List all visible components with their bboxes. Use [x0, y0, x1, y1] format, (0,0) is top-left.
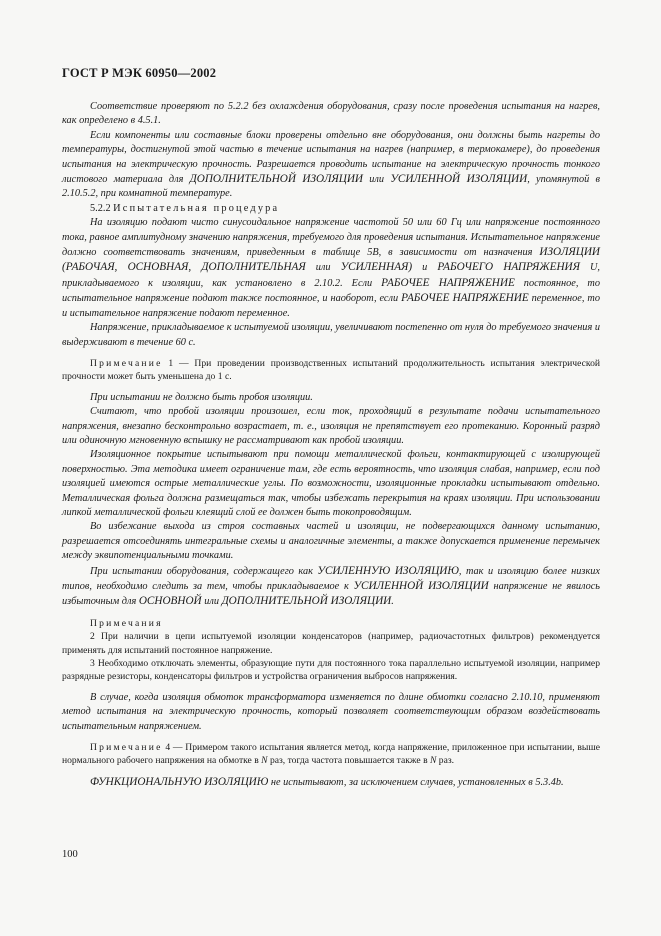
paragraph-compliance: Соответствие проверяют по 5.2.2 без охлаждения оборудования, сразу после проведения испытания на нагрев, как определено в 4.5.1. — [62, 101, 600, 127]
notes-heading: Примечания — [90, 617, 163, 629]
paragraph-metal-foil: Изоляционное покрытие испытывают при помощи металлической фольги, контактирующей с изолирующей поверхностью. Эта методика имеет ограничение там, где есть вероятность, что изоляция слабая, например, если под изоляцией имеются острые металлические углы. По возможности, изоляционные прокладки испытывают отдельно. Металлическая фольга должна размещаться так, чтобы избежать перекрытия на краях изоляции. При использовании липкой металлической фольги клеящий слой ее должен быть токопроводящим. — [62, 449, 600, 518]
paragraph-reinforced-insulation: При испытании оборудования, содержащего как УСИЛЕННУЮ ИЗОЛЯЦИЮ, так и изоляцию более низких типов, необходимо следить за тем, чтобы прикладываемое к УСИЛЕННОЙ ИЗОЛЯЦИИ напряжение не явилось избыточным для ОСНОВНОЙ или ДОПОЛНИТЕЛЬНОЙ ИЗОЛЯЦИИ. — [62, 564, 600, 608]
running-header: ГОСТ Р МЭК 60950—2002 — [62, 66, 217, 80]
paragraph-functional-insulation: ФУНКЦИОНАЛЬНУЮ ИЗОЛЯЦИЮ не испытывают, за исключением случаев, установленных в 5.3.4b. — [90, 775, 564, 788]
paragraph-breakdown-definition: Считают, что пробой изоляции произошел, если ток, проходящий в результате подачи испытательного напряжения, внезапно бесконтрольно возрастает, т. е., изоляция не препятствует его протеканию. Коронный разряд или одиночную мгновенную вспышку не рассматривают как пробой изоляции. — [62, 406, 600, 446]
paragraph-transformer-windings: В случае, когда изоляция обмоток трансформатора изменяется по длине обмотки согласно 2.10.10, применяют метод испытания на электрическую прочность, который позволяет соответствующим образом воздействовать испытательным напряжением. — [62, 691, 600, 732]
section-heading-5-2-2: 5.2.2 Испытательная процедура — [90, 202, 280, 214]
page-number: 100 — [62, 849, 78, 860]
paragraph-test-voltage: На изоляцию подают чисто синусоидальное напряжение частотой 50 или 60 Гц или напряжение постоянного тока, равное амплитудному значению напряжения, требуемого для проведения испытания. Испытательное напряжение должно соответствовать значениям, приведенным в таблице 5В, в зависимости от назначения ИЗОЛЯЦИИ (РАБОЧАЯ, ОСНОВНАЯ, ДОПОЛНИТЕЛЬНАЯ или УСИЛЕННАЯ) и РАБОЧЕГО НАПРЯЖЕНИЯ U, прикладываемого к изоляции, как установлено в 2.10.2. Если РАБОЧЕЕ НАПРЯЖЕНИЕ постоянное, то испытательное напряжение подают также постоянное, и наоборот, если РАБОЧЕЕ НАПРЯЖЕНИЕ переменное, то и испытательное напряжение подают переменное. — [62, 217, 600, 319]
page-body — [62, 100, 600, 790]
note-1: Примечание 1 — При проведении производственных испытаний продолжительность испытания электрической прочности может быть уменьшена до 1 с. — [62, 357, 600, 383]
note-2: 2 При наличии в цепи испытуемой изоляции конденсаторов (например, радиочастотных фильтров) рекомендуется применять для испытаний постоянное напряжение. — [62, 631, 600, 656]
paragraph-no-breakdown: При испытании не должно быть пробоя изоляции. — [90, 391, 313, 403]
note-4: Примечание 4 — Примером такого испытания является метод, когда напряжение, приложенное при испытании, выше нормального рабочего напряжения на обмотке в N раз, тогда частота повышается также в N раз. — [62, 742, 600, 767]
paragraph-disconnect-ics: Во избежание выхода из строя составных частей и изоляции, не подвергающихся данному испытанию, разрешается отсоединять интегральные схемы и аналогичные элементы, а также допускается применение перемычек между эквипотенциальными точками. — [62, 521, 600, 562]
paragraph-voltage-ramp: Напряжение, прикладываемое к испытуемой изоляции, увеличивают постепенно от нуля до требуемого значения и выдерживают в течение 60 с. — [62, 322, 600, 348]
paragraph-components: Если компоненты или составные блоки проверены отдельно вне оборудования, они должны быть нагреты до температуры, достигнутой этой частью в течение испытания на нагрев (например, в термокамере), до проведения испытания на электрическую прочность. Разрешается проводить испытание на электрическую прочность тонкого листового материала для ДОПОЛНИТЕЛЬНОЙ ИЗОЛЯЦИИ или УСИЛЕННОЙ ИЗОЛЯЦИИ, упомянутой в 2.10.5.2, при комнатной температуре. — [62, 129, 601, 200]
section-title: Испытательная процедура — [113, 202, 280, 214]
note-3: 3 Необходимо отключать элементы, образующие пути для постоянного тока параллельно испытуемой изоляции, например разрядные резисторы, конденсаторы фильтров и устройства ограничения выбросов напряжения. — [62, 658, 600, 683]
